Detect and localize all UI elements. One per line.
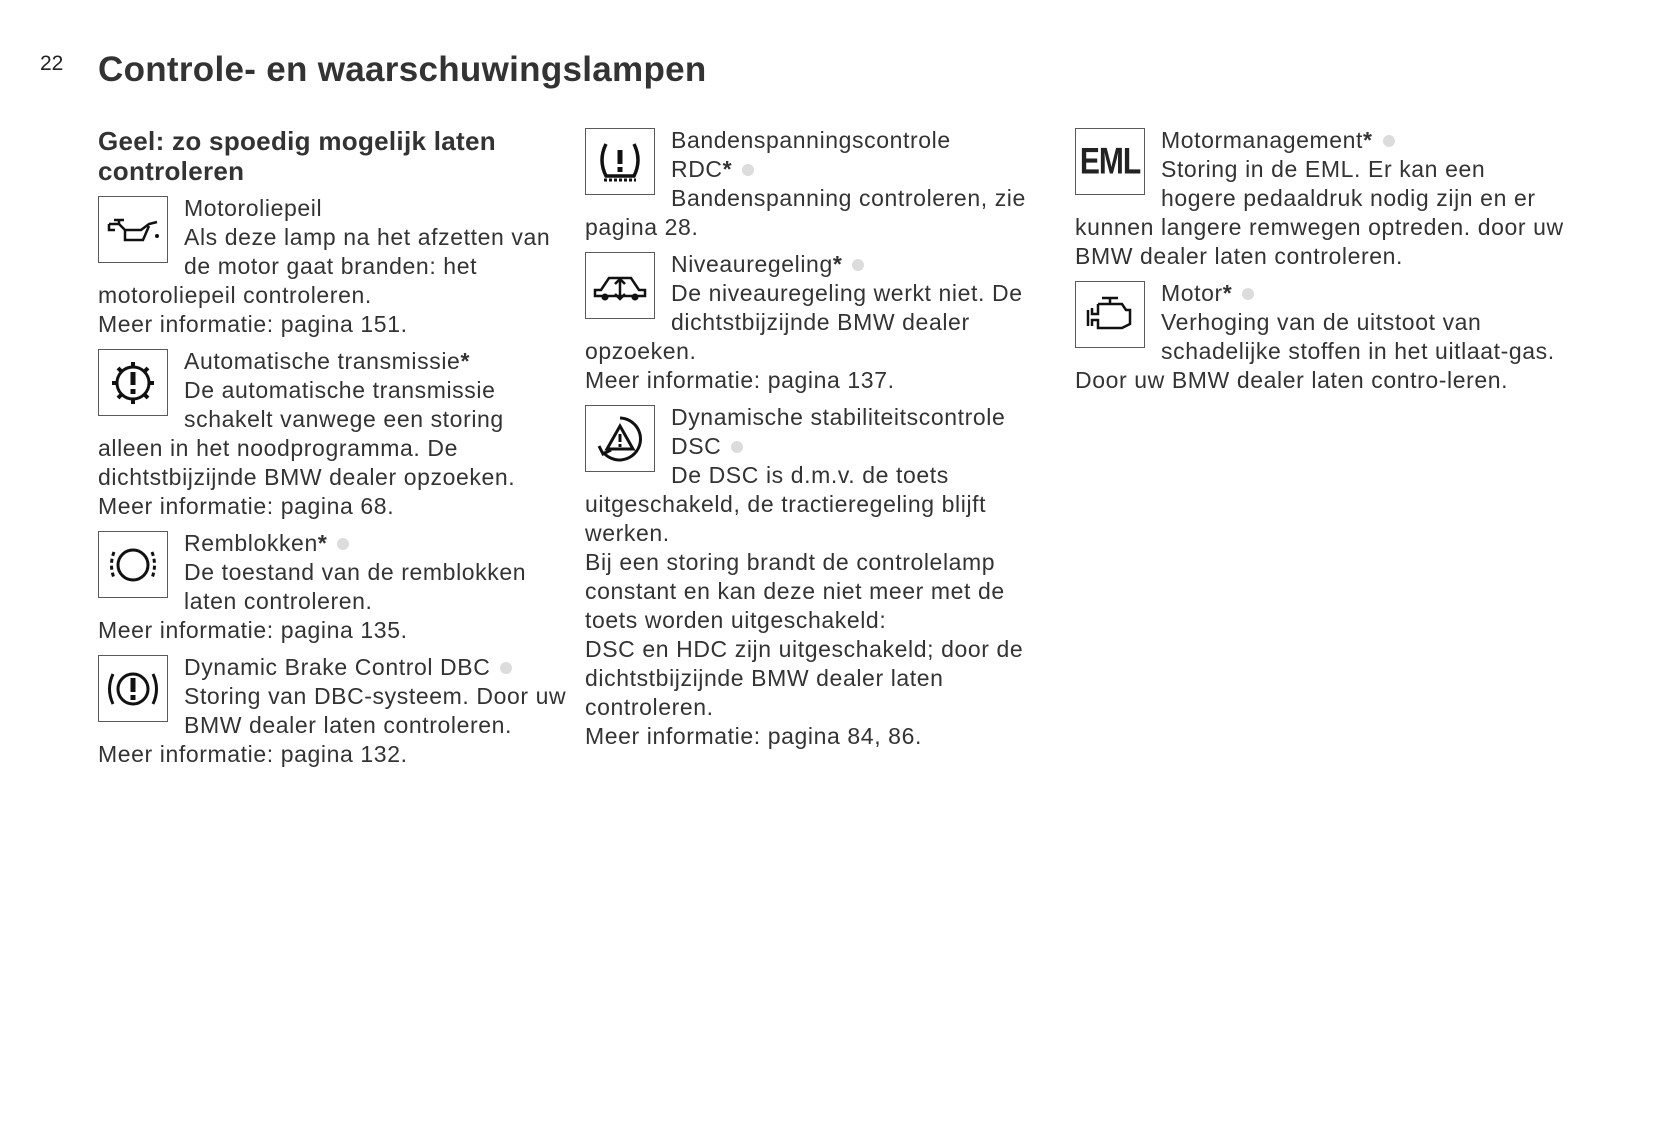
entry-title: Motor [1161, 280, 1223, 306]
entry-title: Bandenspanningscontrole [671, 127, 951, 153]
footnote-star: * [1222, 280, 1233, 306]
entry-body: De DSC is d.m.v. de toets uitgeschakeld, de tractieregeling blijft werken. [585, 462, 987, 546]
entry-title: Motoroliepeil [184, 195, 323, 221]
entry-oil [98, 194, 568, 339]
yellow-lamp-indicator [852, 259, 864, 271]
more-info: Meer informatie: pagina 151. [98, 311, 408, 337]
entry-body: De automatische transmissie schakelt vanwege een storing alleen in het noodprogramma. De dichtstbijzijnde BMW dealer opzoeken. [98, 377, 516, 490]
more-info: Meer informatie: pagina 137. [585, 367, 895, 393]
footnote-star: * [832, 251, 843, 277]
page-number: 22 [40, 52, 64, 75]
stability-control-icon [585, 405, 655, 472]
yellow-lamp-indicator [500, 662, 512, 674]
brake-pad-icon [98, 531, 168, 598]
page-title: Controle- en waarschuwingslampen [98, 50, 707, 89]
entry-eml [1075, 126, 1565, 271]
tire-pressure-icon [585, 128, 655, 195]
entry-body: Verhoging van de uitstoot van schadelijke stoffen in het uitlaat-gas. Door uw BMW dealer laten contro-leren. [1075, 309, 1555, 393]
eml-icon [1075, 128, 1145, 195]
entry-dbc [98, 653, 568, 769]
ride-height-icon [585, 252, 655, 319]
yellow-lamp-indicator [1383, 135, 1395, 147]
entry-body-3: DSC en HDC zijn uitgeschakeld; door de dichtstbijzijnde BMW dealer laten controleren. [585, 636, 1024, 720]
yellow-lamp-indicator [731, 441, 743, 453]
yellow-lamp-indicator [337, 538, 349, 550]
entry-body: Storing in de EML. Er kan een hogere pedaaldruk nodig zijn en er kunnen langere remwegen optreden. door uw BMW dealer laten controleren. [1075, 156, 1564, 269]
yellow-lamp-indicator [742, 164, 754, 176]
entry-engine [1075, 279, 1565, 395]
column-middle [585, 126, 1055, 759]
brake-warning-icon [98, 655, 168, 722]
entry-body: Als deze lamp na het afzetten van de motor gaat branden: het motoroliepeil controleren. [98, 224, 551, 308]
yellow-lamp-indicator [1242, 288, 1254, 300]
entry-subtitle: DSC [671, 433, 722, 459]
column-right [1075, 126, 1565, 403]
column-left [98, 126, 568, 777]
oil-can-icon [98, 196, 168, 263]
entry-title: Motormanagement [1161, 127, 1364, 153]
entry-body-2: Bij een storing brandt de controlelamp constant en kan deze niet meer met de toets worden uitgeschakeld: [585, 549, 1005, 633]
entry-title: Dynamic Brake Control DBC [184, 654, 491, 680]
more-info: Meer informatie: pagina 135. [98, 617, 408, 643]
entry-dsc [585, 403, 1055, 751]
entry-title: Automatische transmissie [184, 348, 461, 374]
footnote-star: * [317, 530, 328, 556]
entry-body: De niveauregeling werkt niet. De dichtstbijzijnde BMW dealer opzoeken. [585, 280, 1023, 364]
footnote-star: * [460, 348, 471, 374]
entry-body: Storing van DBC-systeem. Door uw BMW dealer laten controleren. [184, 683, 567, 738]
section-heading: Geel: zo spoedig mogelijk laten controleren [98, 126, 496, 186]
entry-transmission [98, 347, 568, 521]
entry-title: Dynamische stabiliteitscontrole [671, 404, 1006, 430]
more-info: Meer informatie: pagina 84, 86. [585, 723, 922, 749]
footnote-star: * [1363, 127, 1373, 153]
engine-icon [1075, 281, 1145, 348]
entry-subtitle: RDC [671, 156, 723, 182]
eml-icon-text: EML [1079, 140, 1141, 183]
entry-brakepads [98, 529, 568, 645]
entry-body: De toestand van de remblokken laten controleren. [184, 559, 527, 614]
entry-rdc [585, 126, 1055, 242]
transmission-warning-icon [98, 349, 168, 416]
entry-title: Remblokken [184, 530, 318, 556]
entry-title: Niveauregeling [671, 251, 833, 277]
entry-level [585, 250, 1055, 395]
more-info: Meer informatie: pagina 68. [98, 493, 395, 519]
entry-body: Bandenspanning controleren, zie pagina 28. [585, 185, 1026, 240]
footnote-star: * [722, 156, 733, 182]
more-info: Meer informatie: pagina 132. [98, 741, 408, 767]
